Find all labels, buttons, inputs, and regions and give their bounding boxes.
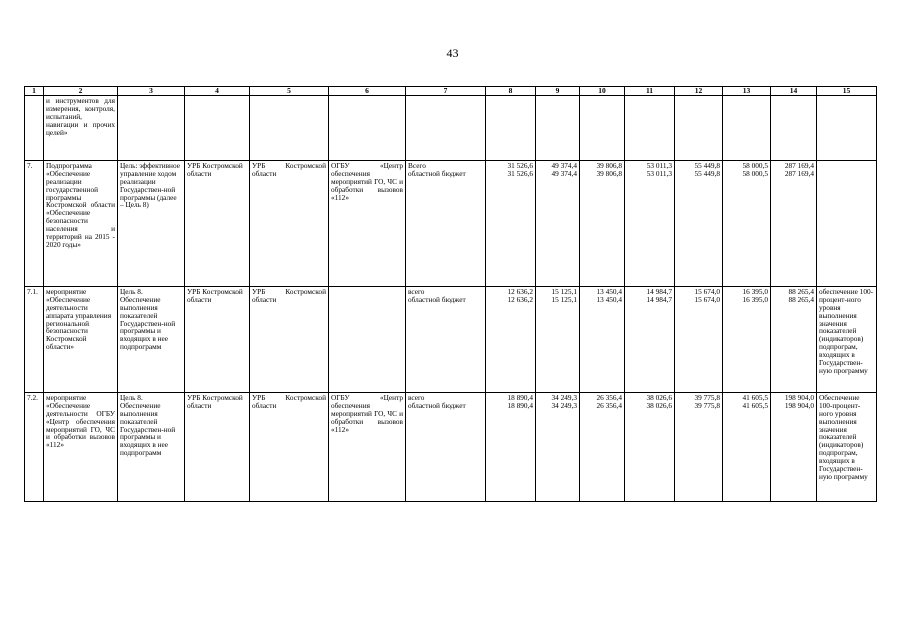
row-coordinator: УРБ Костромской области [185, 161, 250, 287]
row-result: Обеспечение 100-процент-ного уровня выполнения значения показателей (индикаторов) подпрограм, входящих в Государствен-ную программу [817, 393, 877, 502]
value-cell: 49 374,4 49 374,4 [536, 161, 580, 287]
row-number [25, 96, 44, 161]
value-cell: 38 026,6 38 026,6 [625, 393, 675, 502]
value-cell: 58 000,5 58 000,5 [723, 161, 771, 287]
value-cell: 55 449,8 55 449,8 [675, 161, 723, 287]
row-coordinator: УРБ Костромской области [185, 287, 250, 393]
header-cell: 11 [625, 87, 675, 96]
value-cell [771, 96, 817, 161]
value-cell [723, 96, 771, 161]
value-cell: 15 674,0 15 674,0 [675, 287, 723, 393]
header-cell: 14 [771, 87, 817, 96]
value-cell: 26 356,4 26 356,4 [580, 393, 625, 502]
value-cell: 18 890,4 18 890,4 [486, 393, 536, 502]
row-sources [406, 161, 486, 287]
header-cell: 1 [25, 87, 44, 96]
value-cell [625, 96, 675, 161]
row-result: обеспечение 100-процент-ного уровня выполнения значения показателей (индикаторов) подпрограм, входящих в Государствен-ную программу [817, 287, 877, 393]
table-row [25, 96, 877, 161]
header-cell: 2 [44, 87, 118, 96]
value-cell: 39 806,8 39 806,8 [580, 161, 625, 287]
page-number: 43 [446, 46, 459, 60]
row-result [817, 96, 877, 161]
table-row [25, 287, 877, 393]
row-coordinator: УРБ Костромской области [185, 393, 250, 502]
row-name: мероприятие «Обеспечение деятельности ОГБУ «Центр обеспечения мероприятий ГО, ЧС и обработки вызовов «112» [44, 393, 118, 502]
header-cell: 9 [536, 87, 580, 96]
row-sources [406, 393, 486, 502]
row-responsible: УРБ Костромской области [250, 287, 329, 393]
row-number: 7. [25, 161, 44, 287]
value-cell: 88 265,4 88 265,4 [771, 287, 817, 393]
source-total: Всего [408, 161, 426, 171]
source-total: всего [408, 287, 425, 297]
value-cell: 15 125,1 15 125,1 [536, 287, 580, 393]
value-cell: 39 775,8 39 775,8 [675, 393, 723, 502]
header-cell: 5 [250, 87, 329, 96]
row-executor: ОГБУ «Центр обеспечения мероприятий ГО, ЧС и обработки вызовов «112» [329, 393, 406, 502]
row-sources [406, 96, 486, 161]
row-responsible [250, 96, 329, 161]
value-cell: 31 526,6 31 526,6 [486, 161, 536, 287]
source-regional: областной бюджет [408, 294, 466, 304]
value-cell: 34 249,3 34 249,3 [536, 393, 580, 502]
row-goal: Цель 8. Обеспечение выполнения показателей Государствен-ной программы и входящих в нее подпрограмм [118, 393, 185, 502]
value-cell: 53 011,3 53 011,3 [625, 161, 675, 287]
table-row [25, 161, 877, 287]
header-cell: 15 [817, 87, 877, 96]
source-total: всего [408, 393, 425, 403]
budget-table [24, 86, 877, 502]
row-executor [329, 287, 406, 393]
value-cell: 287 169,4 287 169,4 [771, 161, 817, 287]
row-result [817, 161, 877, 287]
header-cell: 6 [329, 87, 406, 96]
header-cell: 4 [185, 87, 250, 96]
row-coordinator [185, 96, 250, 161]
row-sources [406, 287, 486, 393]
value-cell [580, 96, 625, 161]
value-cell: 16 395,0 16 395,0 [723, 287, 771, 393]
row-executor [329, 96, 406, 161]
header-cell: 7 [406, 87, 486, 96]
value-cell: 13 450,4 13 450,4 [580, 287, 625, 393]
header-cell: 3 [118, 87, 185, 96]
value-cell: 12 636,2 12 636,2 [486, 287, 536, 393]
header-cell: 10 [580, 87, 625, 96]
source-regional: областной бюджет [408, 400, 466, 410]
value-cell: 14 984,7 14 984,7 [625, 287, 675, 393]
row-responsible: УРБ Костромской области [250, 161, 329, 287]
row-number: 7.1. [25, 287, 44, 393]
row-name: мероприятие «Обеспечение деятельности аппарата управления региональной безопасности Костромской области» [44, 287, 118, 393]
row-goal [118, 96, 185, 161]
row-name: и инструментов для измерения, контроля, испытаний, навигации и прочих целей» [44, 96, 118, 161]
row-goal: Цель 8. Обеспечение выполнения показателей Государствен-ной программы и входящих в нее подпрограмм [118, 287, 185, 393]
header-cell: 8 [486, 87, 536, 96]
table-row [25, 393, 877, 502]
value-cell [675, 96, 723, 161]
row-executor: ОГБУ «Центр обеспечения мероприятий ГО, ЧС и обработки вызовов «112» [329, 161, 406, 287]
header-cell: 13 [723, 87, 771, 96]
value-cell: 198 904,0 198 904,0 [771, 393, 817, 502]
row-goal: Цель: эффективное управление ходом реализации Государствен-ной программы (далее – Цель 8) [118, 161, 185, 287]
header-row [25, 87, 877, 96]
row-name: Подпрограмма «Обеспечение реализации государственной программы Костромской области «Обеспечение безопасности населения и территорий на 2015 - 2020 годы» [44, 161, 118, 287]
row-number: 7.2. [25, 393, 44, 502]
value-cell: 41 605,5 41 605,5 [723, 393, 771, 502]
header-cell: 12 [675, 87, 723, 96]
source-regional: областной бюджет [408, 168, 466, 178]
row-responsible: УРБ Костромской области [250, 393, 329, 502]
value-cell [536, 96, 580, 161]
value-cell [486, 96, 536, 161]
